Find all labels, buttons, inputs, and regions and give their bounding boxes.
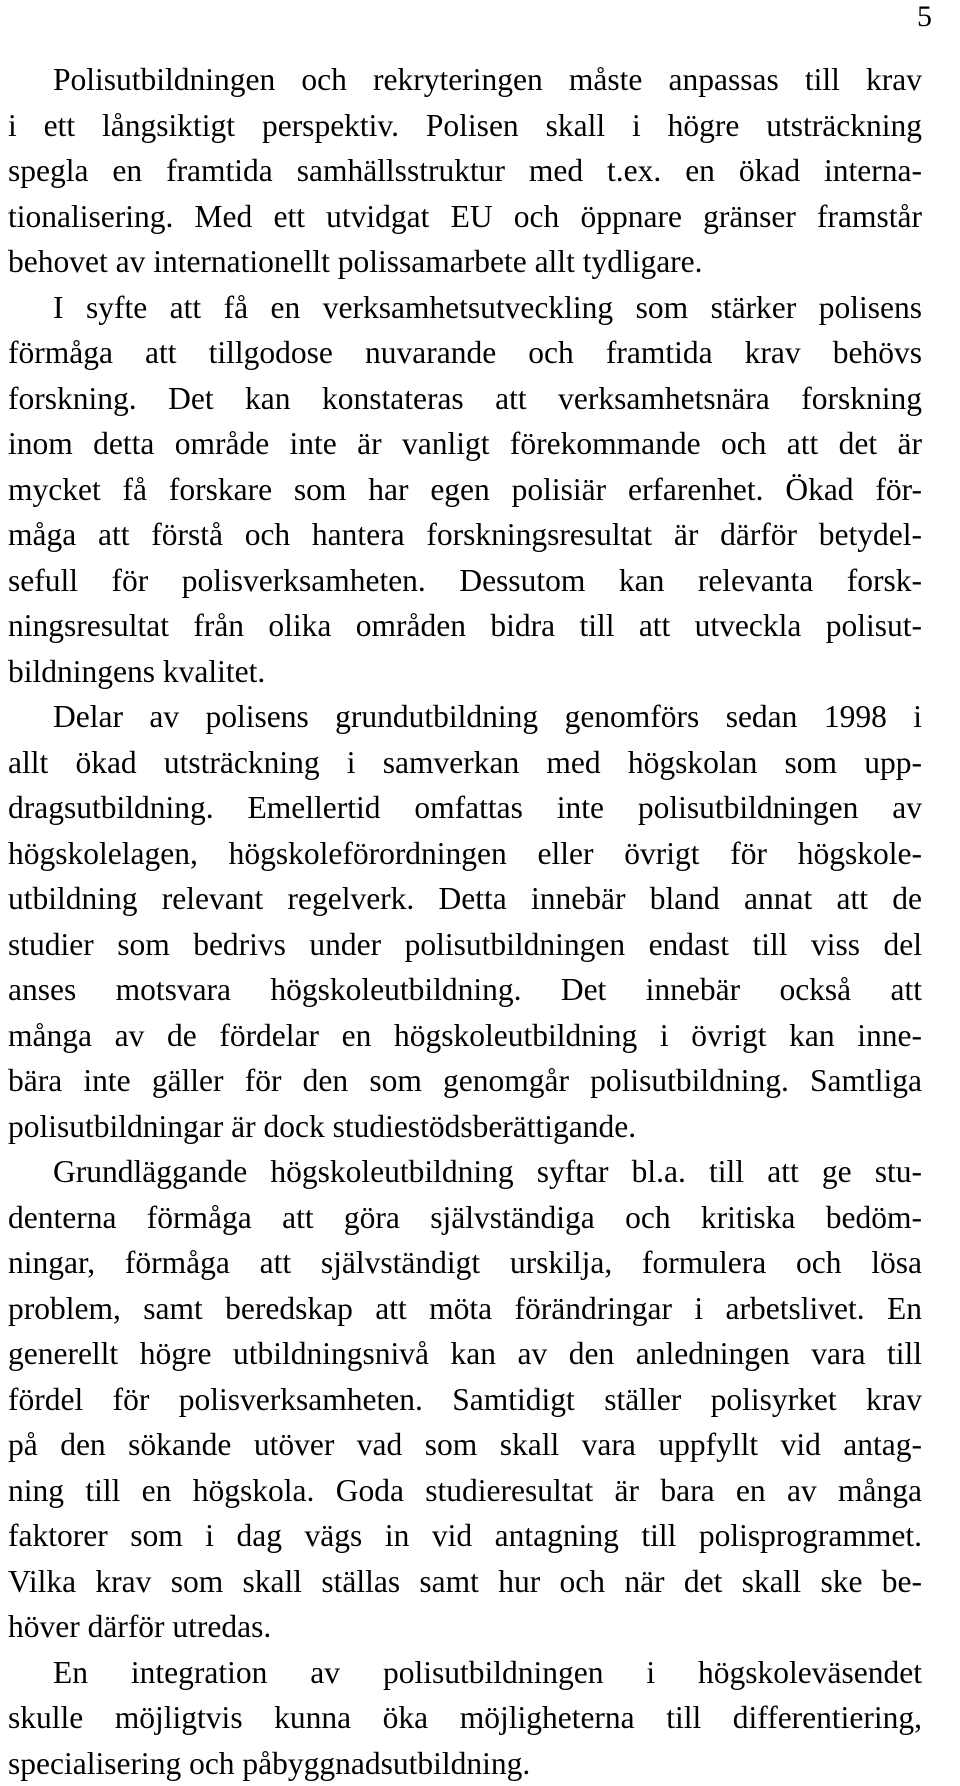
text-line: forskning. Det kan konstateras att verksamhetsnära forskning bbox=[8, 376, 922, 422]
text-line: mycket få forskare som har egen polisiär erfarenhet. Ökad för- bbox=[8, 467, 922, 513]
page-number: 5 bbox=[917, 2, 932, 32]
text-line: sefull för polisverksamheten. Dessutom kan relevanta forsk- bbox=[8, 558, 922, 604]
text-line: polisutbildningar är dock studiestödsberättigande. bbox=[8, 1104, 922, 1150]
text-line: generellt högre utbildningsnivå kan av den anledningen vara till bbox=[8, 1331, 922, 1377]
text-line: förmåga att tillgodose nuvarande och framtida krav behövs bbox=[8, 330, 922, 376]
text-line: Grundläggande högskoleutbildning syftar bl.a. till att ge stu- bbox=[8, 1149, 922, 1195]
paragraph-2 bbox=[8, 285, 922, 695]
text-line: studier som bedrivs under polisutbildningen endast till viss del bbox=[8, 922, 922, 968]
text-line: anses motsvara högskoleutbildning. Det innebär också att bbox=[8, 967, 922, 1013]
text-line: Vilka krav som skall ställas samt hur och när det skall ske be- bbox=[8, 1559, 922, 1605]
paragraph-3 bbox=[8, 694, 922, 1149]
text-line: många av de fördelar en högskoleutbildning i övrigt kan inne- bbox=[8, 1013, 922, 1059]
text-line: måga att förstå och hantera forskningsresultat är därför betydel- bbox=[8, 512, 922, 558]
text-line: bära inte gäller för den som genomgår polisutbildning. Samtliga bbox=[8, 1058, 922, 1104]
text-line: ning till en högskola. Goda studieresultat är bara en av många bbox=[8, 1468, 922, 1514]
text-line: denterna förmåga att göra självständiga och kritiska bedöm- bbox=[8, 1195, 922, 1241]
text-line: ningar, förmåga att självständigt urskilja, formulera och lösa bbox=[8, 1240, 922, 1286]
text-line: bildningens kvalitet. bbox=[8, 649, 922, 695]
text-line: på den sökande utöver vad som skall vara uppfyllt vid antag- bbox=[8, 1422, 922, 1468]
text-line: specialisering och påbyggnadsutbildning. bbox=[8, 1741, 922, 1786]
text-line: dragsutbildning. Emellertid omfattas inte polisutbildningen av bbox=[8, 785, 922, 831]
text-line: Delar av polisens grundutbildning genomförs sedan 1998 i bbox=[8, 694, 922, 740]
text-line: behovet av internationellt polissamarbete allt tydligare. bbox=[8, 239, 922, 285]
text-line: faktorer som i dag vägs in vid antagning till polisprogrammet. bbox=[8, 1513, 922, 1559]
text-line: Polisutbildningen och rekryteringen måste anpassas till krav bbox=[8, 57, 922, 103]
paragraph-1 bbox=[8, 57, 922, 285]
text-line: höver därför utredas. bbox=[8, 1604, 922, 1650]
text-line: En integration av polisutbildningen i högskoleväsendet bbox=[8, 1650, 922, 1696]
text-line: problem, samt beredskap att möta förändringar i arbetslivet. En bbox=[8, 1286, 922, 1332]
text-line: I syfte att få en verksamhetsutveckling som stärker polisens bbox=[8, 285, 922, 331]
text-line: inom detta område inte är vanligt förekommande och att det är bbox=[8, 421, 922, 467]
text-line: högskolelagen, högskoleförordningen eller övrigt för högskole- bbox=[8, 831, 922, 877]
text-line: allt ökad utsträckning i samverkan med högskolan som upp- bbox=[8, 740, 922, 786]
text-line: utbildning relevant regelverk. Detta innebär bland annat att de bbox=[8, 876, 922, 922]
document-body bbox=[8, 57, 922, 1786]
paragraph-4 bbox=[8, 1149, 922, 1650]
text-line: fördel för polisverksamheten. Samtidigt ställer polisyrket krav bbox=[8, 1377, 922, 1423]
text-line: ningsresultat från olika områden bidra till att utveckla polisut- bbox=[8, 603, 922, 649]
text-line: spegla en framtida samhällsstruktur med t.ex. en ökad interna- bbox=[8, 148, 922, 194]
paragraph-5 bbox=[8, 1650, 922, 1786]
text-line: i ett långsiktigt perspektiv. Polisen skall i högre utsträckning bbox=[8, 103, 922, 149]
text-line: skulle möjligtvis kunna öka möjligheterna till differentiering, bbox=[8, 1695, 922, 1741]
text-line: tionalisering. Med ett utvidgat EU och öppnare gränser framstår bbox=[8, 194, 922, 240]
